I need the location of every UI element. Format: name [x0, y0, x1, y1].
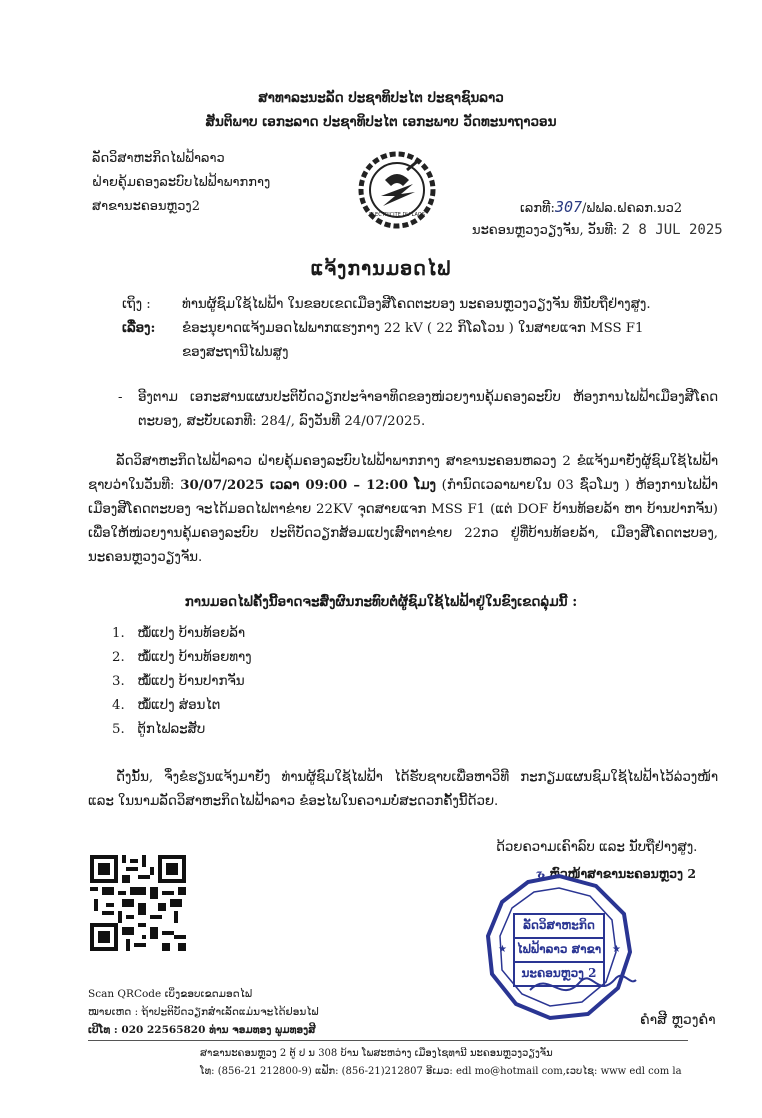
stamp-line-3: ນະຄອນຫຼວງ 2 [521, 966, 597, 980]
list-item-label: ຕູ້ກໄຟລະສັບ [137, 722, 206, 737]
qr-captions [88, 985, 319, 1039]
logo-text: ELECTRICITE DU LAOS [369, 212, 425, 218]
country-name: ສາທາລະນະລັດ ປະຊາທິປະໄຕ ປະຊາຊົນລາວ [258, 90, 504, 106]
main-p2: (ກໍານົດເວລາພາຍໃນ 03 ຊົ່ວໂມງ ) ຫ້ອງການໄຟຟ້າເມືອງສີໂຄດຕະບອງ ຈະໄດ້ມອດໄຟຕາຂ່າຍ 22KV ຈຸດສາຍແຈກ MSS F1 (ແຕ່ DOF ບ້ານທ້ອຍລ້າ ຫາ ບ້ານປາກຈັນ) ເພື່ອໃຫ້ໜ່ວຍງານຄຸ້ມຄອງລະບົບ ປະຕິບັດວຽກສ້ອມແປງເສົາຕາຂ່າຍ 22ກວ ຢູ່ທີ່ບ້ານທ້ອຍລ້າ, ເມືອງສີໂຄດຕະບອງ, ນະຄອນຫຼວງວຽງຈັນ. [88, 478, 718, 565]
list-item-label: ໝໍ້ແປງ ບ້ານປາກຈັນ [137, 674, 245, 689]
svg-text:★: ★ [498, 944, 507, 955]
ref-number [520, 198, 682, 216]
list-item-label: ໝໍ້ແປງ ສ່ອນໄຕ [137, 698, 221, 713]
qr-caption: Scan QRCode ເບິ່ງຂອບເຂດມອດໄຟ [88, 988, 253, 1000]
list-item-label: ໝໍ້ແປງ ບ້ານທ້ອຍລ້າ [137, 626, 246, 641]
list-item: 5. ຕູ້ກໄຟລະສັບ [112, 722, 206, 737]
to-line [122, 293, 692, 317]
reference-text: ອີງຕາມ ເອກະສານແຜນປະຕິບັດວຽກປະຈໍາອາທິດຂອງໜ່ວຍງານຄຸ້ມຄອງລະບົບ ຫ້ອງການໄຟຟ້າເມືອງສີໂຄດຕະບອງ, ສະບັບເລກທີ: 284/, ລົງວັນທີ 24/07/2025. [138, 390, 718, 429]
ref-date-label: ນະຄອນຫຼວງວຽງຈັນ, ວັນທີ: [472, 223, 618, 238]
main-date-time: 30/07/2025 ເວລາ 09:00 – 12:00 ໂມງ [180, 478, 436, 493]
ref-number-suffix: /ຟຟລ.ຝຄລກ.ນວ2 [582, 201, 683, 216]
subject-text: ຂໍອະນຸຍາດແຈ້ງມອດໄຟພາກແຮງກາງ 22 kV ( 22 ກິໂລໂວນ ) ໃນສາຍແຈກ MSS F1 [182, 321, 644, 336]
org-branch: ສາຂານະຄອນຫຼວງ2 [92, 199, 200, 214]
subject-line [122, 317, 712, 341]
footer-address: ສາຂານະຄອນຫຼວງ 2 ຕູ້ ປ ນ 308 ບ້ານ ໂພສະຫວ່າງ ເມືອງໄຊທານີ ນະຄອນຫຼວງວຽງຈັນ [200, 1048, 553, 1059]
ref-number-value: 307 [554, 198, 583, 216]
signer-title-text: ຫົວໜ້າສາຂານະຄອນຫຼວງ 2 [549, 866, 697, 881]
ref-date [472, 222, 723, 238]
stamp-line-1: ລັດວິສາຫະກິດ [523, 918, 595, 932]
edl-logo [357, 150, 437, 230]
ref-date-value: 2 8 JUL 2025 [621, 222, 723, 238]
document-title: ແຈ້ງການມອດໄຟ [310, 258, 452, 280]
list-item: 2. ໝໍ້ແປງ ບ້ານທ້ອຍທາງ [112, 650, 252, 665]
closing-regards: ດ້ວຍຄວາມເຄົາລົບ ແລະ ນັບຖືຢ່າງສູງ. [496, 840, 698, 855]
national-motto: ສັນຕິພາບ ເອກະລາດ ປະຊາທິປະໄຕ ເອກະພາບ ວັດທະນາຖາວອນ [205, 114, 557, 130]
list-item-label: ໝໍ້ແປງ ບ້ານທ້ອຍທາງ [137, 650, 252, 665]
svg-text:★: ★ [612, 944, 621, 955]
list-item: 3. ໝໍ້ແປງ ບ້ານປາກຈັນ [112, 674, 245, 689]
reference-bullet: - [118, 390, 123, 405]
affected-list [112, 622, 252, 742]
stamp-line-2: ໄຟຟ້າລາວ ສາຂາ [516, 942, 602, 956]
list-item: 4. ໝໍ້ແປງ ສ່ອນໄຕ [112, 698, 221, 713]
affected-intro: ການມອດໄຟຄັ້ງນີ້ອາດຈະສົ່ງຜົນກະທົບຕໍ່ຜູ້ຊົມໃຊ້ໄຟຟ້າຢູ່ໃນຂົງເຂດລຸ່ມນີ້ : [184, 594, 578, 610]
org-block [92, 147, 270, 219]
footer-contact: ໂທ: (856-21 212800-9) ແຟັກ: (856-21)212807 ອີເມວ: edl mo@hotmail com,ເວບໄຊ: www edl com la [200, 1066, 682, 1077]
qr-code[interactable] [90, 855, 186, 951]
org-department: ຝ່າຍຄຸ້ມຄອງລະບົບໄຟຟ້າພາກກາງ [92, 175, 271, 190]
to-label: ເຖິງ : [122, 297, 151, 312]
to-text: ທ່ານຜູ້ຊົມໃຊ້ໄຟຟ້າ ໃນຂອບເຂດເມືອງສີໂຄດຕະບອງ ນະຄອນຫຼວງວຽງຈັນ ທີ່ນັບຖືຢ່າງສູງ. [182, 297, 651, 312]
org-name: ລັດວິສາຫະກິດໄຟຟ້າລາວ [92, 151, 225, 166]
ref-number-label: ເລກທີ: [520, 201, 555, 216]
qr-contact: ເບີໂທ : 020 22565820 ທ່ານ ຈອມທອງ ພູມທອງສີ [88, 1024, 316, 1036]
signature [520, 960, 640, 1010]
signer-name: ຄໍາສີ ຫຼວງຄໍາ [640, 1012, 716, 1028]
list-item: 1. ໝໍ້ແປງ ບ້ານທ້ອຍລ້າ [112, 626, 246, 641]
subject-text-2: ຂອງສະຖານີໄຟນສູງ [182, 345, 289, 360]
qr-note: ໝາຍເຫດ : ຖ້າປະຕິບັດວຽກສໍາເລັດແມ່ນຈະໄດ້ຢອນໄຟ [88, 1006, 319, 1018]
main-paragraph [88, 450, 718, 570]
signer-title: ъ ຫົວໜ້າສາຂານະຄອນຫຼວງ 2 [536, 866, 697, 881]
footer-divider [88, 1040, 688, 1041]
subject-label: ເລື່ອງ: [122, 321, 156, 336]
closing-paragraph: ດັ່ງນັ້ນ, ຈຶ່ງຂໍຮຽນແຈ້ງມາຍັງ ທ່ານຜູ້ຊົມໃຊ້ໄຟຟ້າ ໄດ້ຮັບຊາບເພື່ອຫາວິທີ ກະກຽມແຜນຊົມໃຊ້ໄຟຟ້າໄວ້ລ່ວງໜ້າ ແລະ ໃນນາມລັດວິສາຫະກິດໄຟຟ້າລາວ ຂໍອະໄພໃນຄວາມບໍ່ສະດວກຄັ້ງນີ້ດ້ວຍ. [88, 770, 718, 809]
main-p1: ລັດວິສາຫະກິດໄຟຟ້າລາວ ຝ່າຍຄຸ້ມຄອງລະບົບໄຟຟ້າພາກກາງ ສາຂານະຄອນຫລວງ 2 ຂໍແຈ້ງມາຍັງຜູ້ຊົມໃຊ້ໄຟຟ້າຊາບວ່າໃນວັນທີ: [88, 454, 718, 493]
